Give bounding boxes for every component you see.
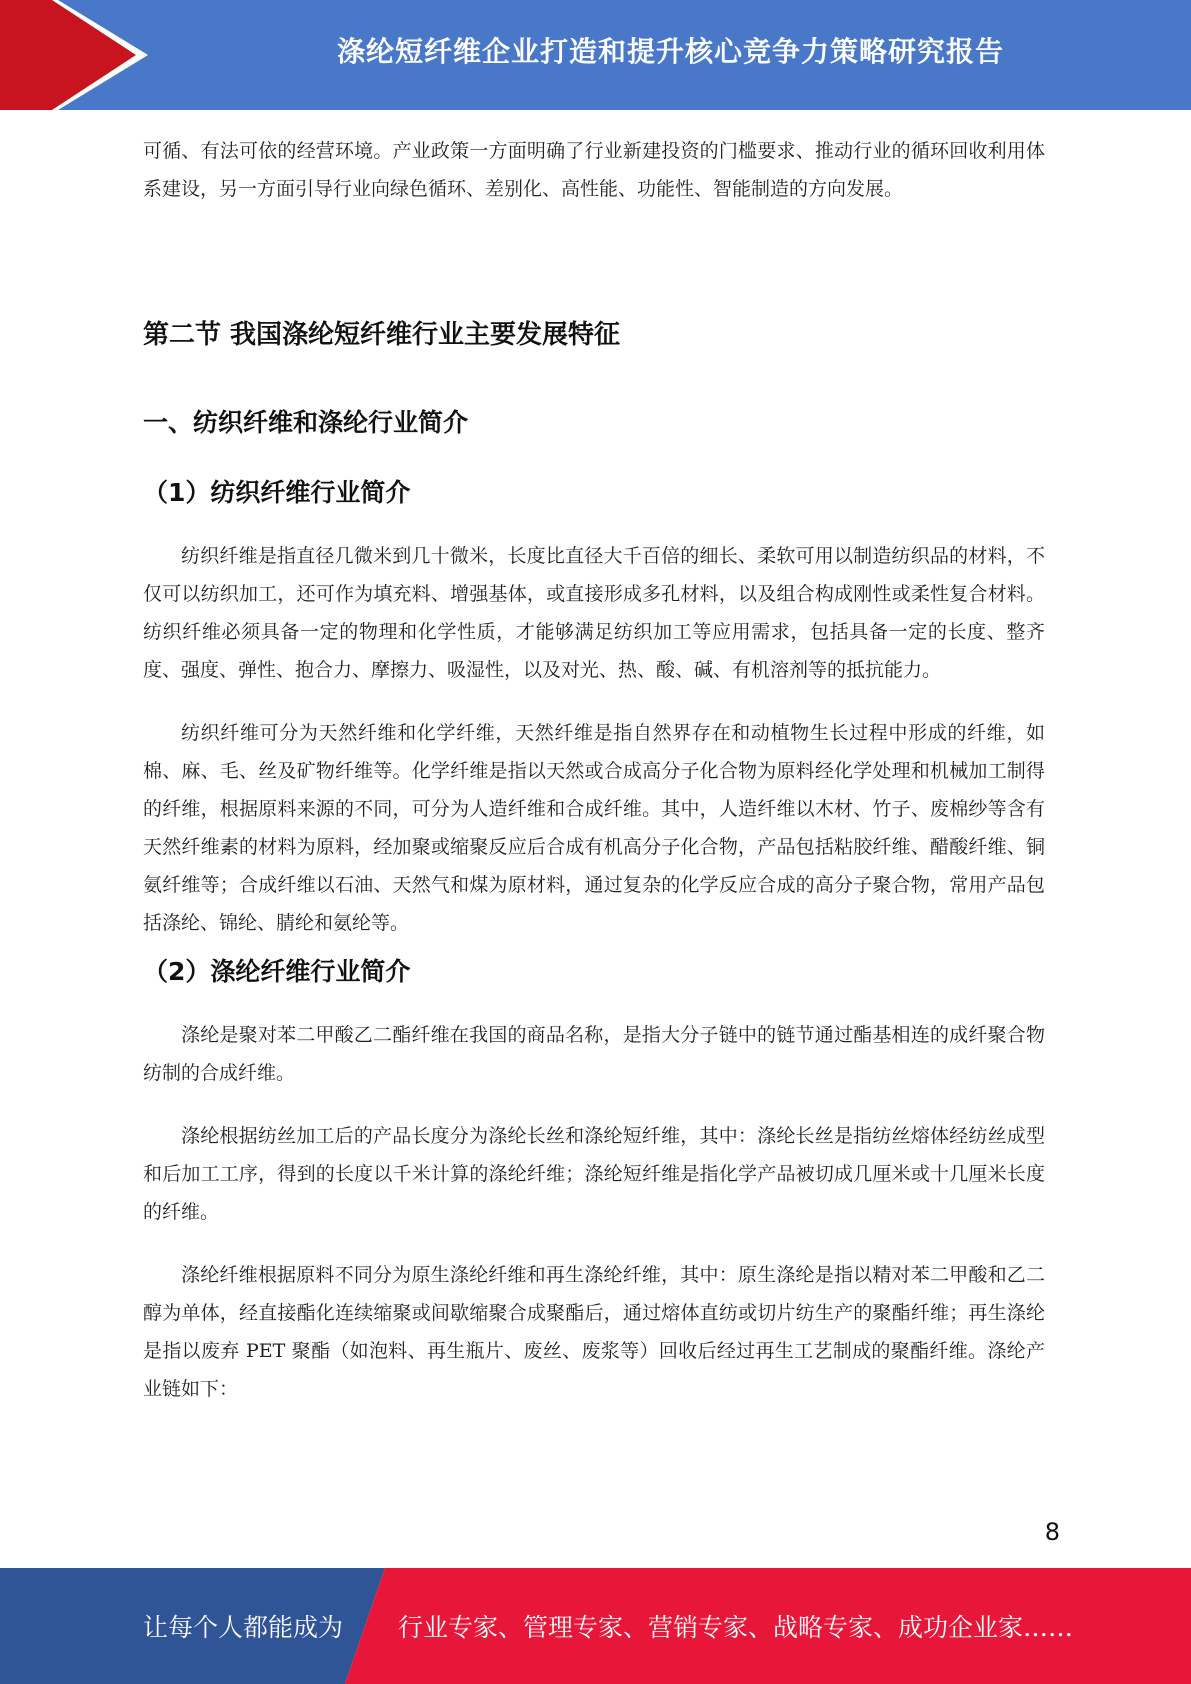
footer-slogan-right: 行业专家、管理专家、营销专家、战略专家、成功企业家……: [398, 1613, 1074, 1642]
part2-paragraph-2: 涤纶根据纺丝加工后的产品长度分为涤纶长丝和涤纶短纤维，其中：涤纶长丝是指纺丝熔体经纺丝成型和后加工工序，得到的长度以千米计算的涤纶纤维；涤纶短纤维是指化学产品被切成几厘米或十几厘米长度的纤维。: [143, 1125, 1045, 1223]
footer-slogan-left: 让每个人都能成为: [143, 1613, 344, 1642]
part2-paragraph-3: 涤纶纤维根据原料不同分为原生涤纶纤维和再生涤纶纤维，其中：原生涤纶是指以精对苯二甲酸和乙二醇为单体，经直接酯化连续缩聚或间歇缩聚合成聚酯后，通过熔体直纺或切片纺生产的聚酯纤维；再生涤纶是指以废弃 PET 聚酯（如泡料、再生瓶片、废丝、废浆等）回收后经过再生工艺制成的聚酯纤维。涤纶产业链如下：: [143, 1264, 1045, 1400]
intro-paragraph: 可循、有法可依的经营环境。产业政策一方面明确了行业新建投资的门槛要求、推动行业的循环回收利用体系建设，另一方面引导行业向绿色循环、差别化、高性能、功能性、智能制造的方向发展。: [143, 140, 1045, 200]
section-title: 第二节 我国涤纶短纤维行业主要发展特征: [143, 320, 621, 350]
footer-band: [0, 1568, 1191, 1684]
header-title: 涤纶短纤维企业打造和提升核心竞争力策略研究报告: [336, 35, 1004, 68]
header-band: [0, 0, 1191, 110]
part1-title: （1）纺织纤维行业简介: [143, 478, 411, 507]
page-number: 8: [1044, 1518, 1060, 1546]
part1-paragraph-2: 纺织纤维可分为天然纤维和化学纤维，天然纤维是指自然界存在和动植物生长过程中形成的纤维，如棉、麻、毛、丝及矿物纤维等。化学纤维是指以天然或合成高分子化合物为原料经化学处理和机械加工制得的纤维，根据原料来源的不同，可分为人造纤维和合成纤维。其中，人造纤维以木材、竹子、废棉纱等含有天然纤维素的材料为原料，经加聚或缩聚反应后合成有机高分子化合物，产品包括粘胶纤维、醋酸纤维、铜氨纤维等；合成纤维以石油、天然气和煤为原材料，通过复杂的化学反应合成的高分子聚合物，常用产品包括涤纶、锦纶、腈纶和氨纶等。: [143, 722, 1045, 934]
subsection-title: 一、纺织纤维和涤纶行业简介: [143, 408, 469, 437]
document-body: [143, 132, 1045, 1408]
header-arrow-icon: [0, 0, 160, 110]
part2-paragraph-1: 涤纶是聚对苯二甲酸乙二酯纤维在我国的商品名称，是指大分子链中的链节通过酯基相连的成纤聚合物纺制的合成纤维。: [143, 1024, 1045, 1084]
part1-paragraph-1: 纺织纤维是指直径几微米到几十微米，长度比直径大千百倍的细长、柔软可用以制造纺织品的材料，不仅可以纺织加工，还可作为填充料、增强基体，或直接形成多孔材料，以及组合构成刚性或柔性复合材料。纺织纤维必须具备一定的物理和化学性质，才能够满足纺织加工等应用需求，包括具备一定的长度、整齐度、强度、弹性、抱合力、摩擦力、吸湿性，以及对光、热、酸、碱、有机溶剂等的抵抗能力。: [143, 545, 1045, 681]
part2-title: （2）涤纶纤维行业简介: [143, 957, 411, 986]
